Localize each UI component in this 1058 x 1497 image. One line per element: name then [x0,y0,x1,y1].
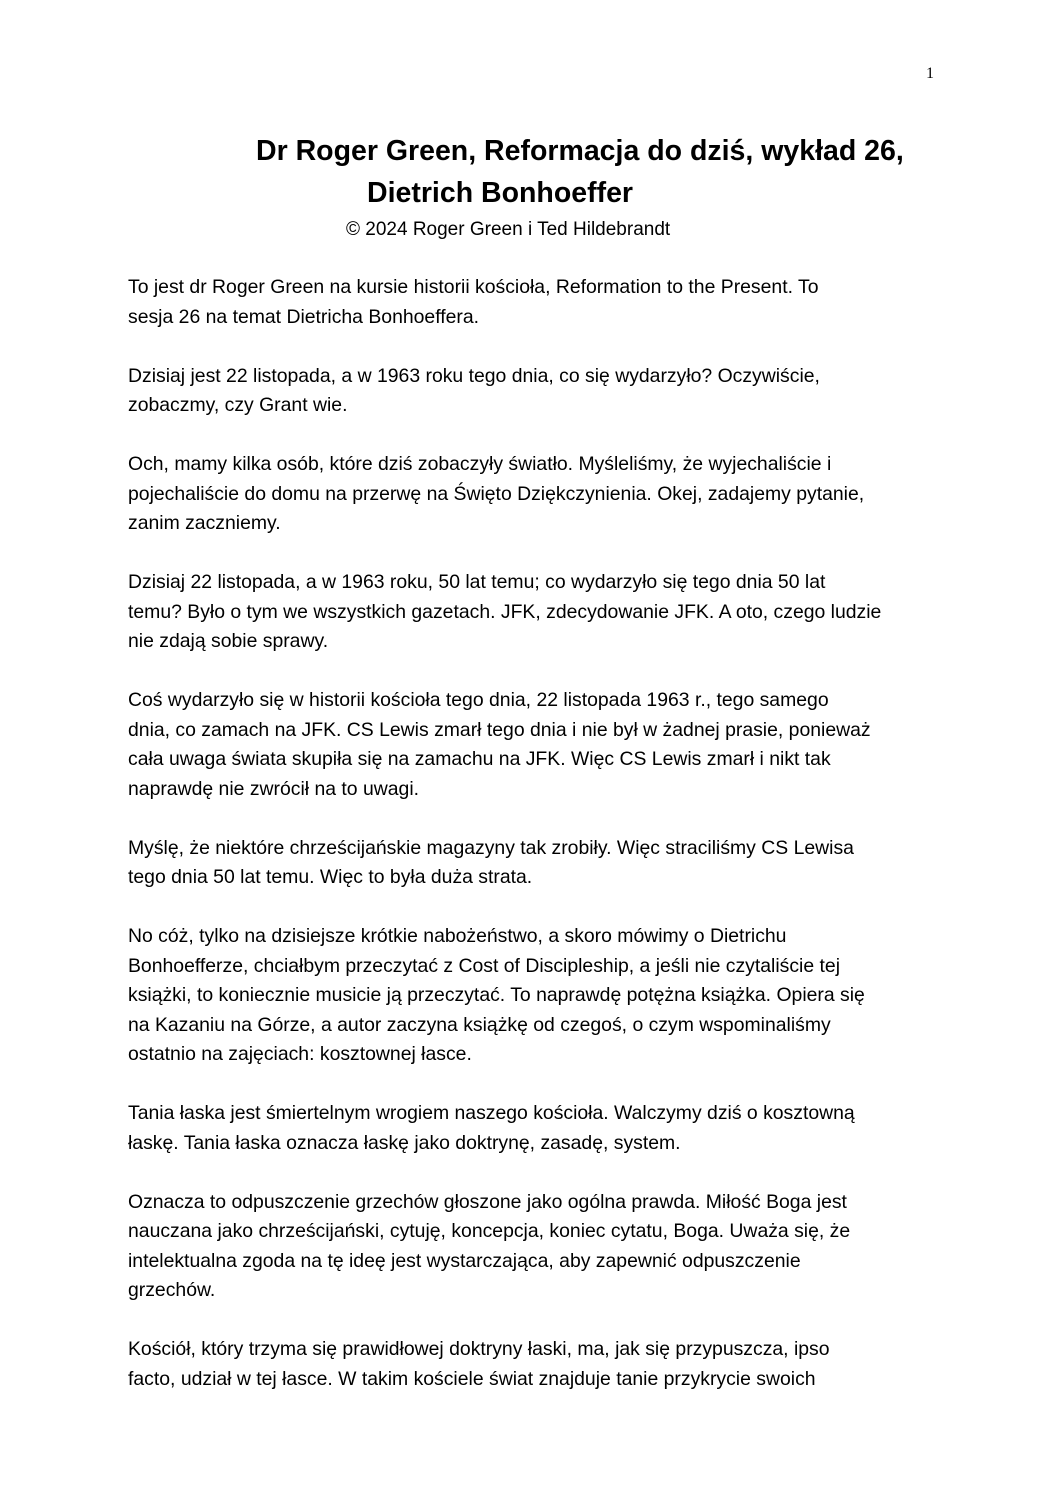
paragraph-line: Tania łaska jest śmiertelnym wrogiem naszego kościoła. Walczymy dziś o kosztowną [128,1102,855,1124]
paragraph-line: Oznacza to odpuszczenie grzechów głoszone jako ogólna prawda. Miłość Boga jest [128,1190,847,1213]
paragraph-line: ostatnio na zajęciach: kosztownej łasce. [128,1043,472,1065]
paragraph-line: nie zdają sobie sprawy. [128,630,329,652]
paragraph-line: naprawdę nie zwrócił na to uwagi. [128,777,420,800]
paragraph-line: na Kazaniu na Górze, a autor zaczyna książkę od czegoś, o czym wspominaliśmy [128,1013,831,1036]
paragraph-line: pojechaliście do domu na przerwę na Święto Dziękczynienia. Okej, zadajemy pytanie, [128,482,865,505]
page-number: 1 [926,65,934,82]
body-paragraph [128,1188,934,1306]
paragraph-line: Bonhoefferze, chciałbym przeczytać z Cost of Discipleship, a jeśli nie czytaliście tej [128,954,841,977]
document-title [128,130,930,214]
body-paragraph [128,362,934,421]
paragraph-line: Myślę, że niektóre chrześcijańskie magazyny tak zrobiły. Więc straciliśmy CS Lewisa [128,836,854,859]
paragraph-line: dnia, co zamach na JFK. CS Lewis zmarł tego dnia i nie był w żadnej prasie, ponieważ [128,718,871,741]
paragraph-line: zobaczmy, czy Grant wie. [128,394,348,416]
body-paragraph [128,1099,934,1158]
title-line: Dietrich Bonhoeffer [367,177,634,209]
paragraph-line: tego dnia 50 lat temu. Więc to była duża strata. [128,866,533,888]
paragraph-line: To jest dr Roger Green na kursie historii kościoła, Reformation to the Present. To [128,276,819,298]
body-paragraph [128,834,934,893]
paragraph-line: książki, to koniecznie musicie ją przeczytać. To naprawdę potężna książka. Opiera się [128,984,865,1006]
paragraph-line: sesja 26 na temat Dietricha Bonhoeffera. [128,305,480,328]
paragraph-line: nauczana jako chrześcijański, cytuję, koncepcja, koniec cytatu, Boga. Uważa się, że [128,1220,851,1242]
body-paragraph [128,450,934,539]
body-paragraph [128,686,934,804]
paragraph-line: łaskę. Tania łaska oznacza łaskę jako doktrynę, zasadę, system. [128,1131,681,1154]
body-paragraph [128,922,934,1070]
title-line: Dr Roger Green, Reformacja do dziś, wykład 26, [256,135,904,167]
document-header [128,130,930,244]
paragraph-line: No cóż, tylko na dzisiejsze krótkie nabożeństwo, a skoro mówimy o Dietrichu [128,925,787,947]
paragraph-line: Coś wydarzyło się w historii kościoła tego dnia, 22 listopada 1963 r., tego samego [128,689,829,711]
paragraph-line: Dzisiaj 22 listopada, a w 1963 roku, 50 lat temu; co wydarzyło się tego dnia 50 lat [128,571,826,593]
body-paragraph [128,568,934,657]
body-paragraph [128,273,934,332]
document-body [128,273,934,1424]
copyright-notice: © 2024 Roger Green i Ted Hildebrandt [346,219,671,240]
paragraph-line: intelektualna zgoda na tę ideę jest wystarczająca, aby zapewnić odpuszczenie [128,1249,801,1272]
paragraph-line: facto, udział w tej łasce. W takim kościele świat znajduje tanie przykrycie swoich [128,1367,816,1390]
paragraph-line: Kościół, który trzyma się prawidłowej doktryny łaski, ma, jak się przypuszcza, ipso [128,1338,830,1360]
paragraph-line: cała uwaga świata skupiła się na zamachu na JFK. Więc CS Lewis zmarł i nikt tak [128,748,831,770]
paragraph-line: grzechów. [128,1279,216,1301]
paragraph-line: temu? Było o tym we wszystkich gazetach. JFK, zdecydowanie JFK. A oto, czego ludzie [128,600,882,623]
body-paragraph [128,1335,934,1394]
paragraph-line: Dzisiaj jest 22 listopada, a w 1963 roku tego dnia, co się wydarzyło? Oczywiście, [128,364,820,387]
paragraph-line: zanim zaczniemy. [128,512,281,534]
paragraph-line: Och, mamy kilka osób, które dziś zobaczyły światło. Myśleliśmy, że wyjechaliście i [128,453,832,475]
